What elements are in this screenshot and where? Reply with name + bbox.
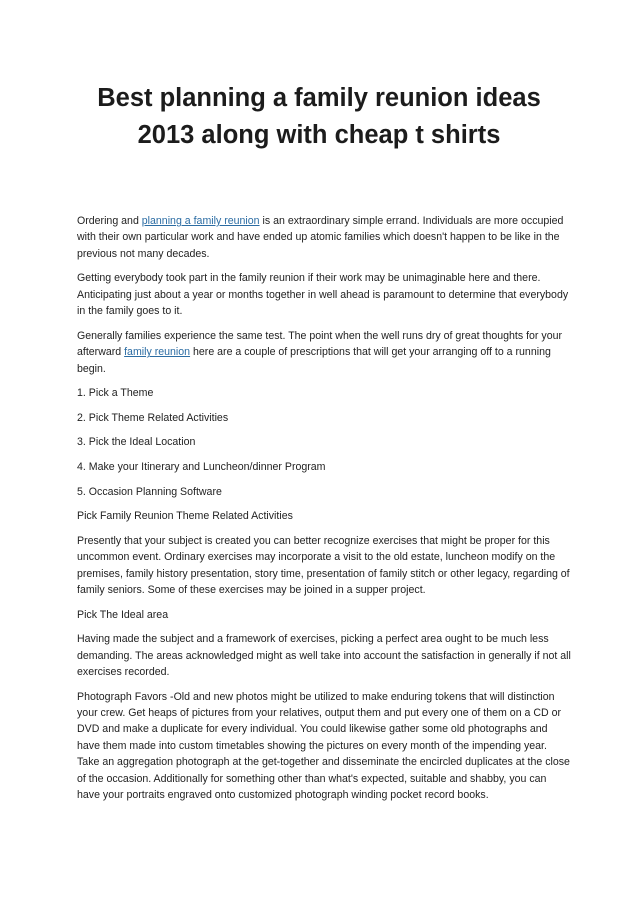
planning-family-reunion-link[interactable]: planning a family reunion — [141, 215, 260, 227]
activities-paragraph: Presently that your subject is created you can better recognize exercises that might be proper for this uncommon event. Ordinary exercises may incorporate a visit to the old estate, luncheon modify on the premises, family history presentation, story time, presentation of family stitch or other legacy, regarding of family seniors. Some of these exercises may be joined in a supper project. — [77, 534, 570, 596]
document-title: Best planning a family reunion ideas 2013 along with cheap t shirts — [97, 84, 541, 149]
area-paragraph: Having made the subject and a framework of exercises, picking a perfect area ought to be much less demanding. The areas acknowledged might as well take into account the satisfaction in generally if not all exercises recorded. — [77, 633, 571, 678]
list-item: 3. Pick the Ideal Location — [77, 436, 196, 449]
photo-favors-paragraph: Photograph Favors -Old and new photos might be utilized to make enduring tokens that will distinction your crew. Get heaps of pictures from your relatives, output them and put every one of them on a CD or DVD and make a duplicate for every individual. You could likewise gather some old photographs and have them made into custom timetables showing the pictures on every month of the impending year. Take an aggregation photograph at the get-together and disseminate the encircled duplicates at the close of the occasion. Additionally for something other than what's expected, suitable and shabby, you can have your portraits engraved onto customized photograph winding pocket record books. — [77, 690, 570, 802]
list-item: 2. Pick Theme Related Activities — [77, 411, 229, 424]
paragraph-2: Getting everybody took part in the family reunion if their work may be unimaginable here and there. Anticipating just about a year or months together in well ahead is paramount to determine that everybody in the family goes to it. — [77, 272, 569, 318]
family-reunion-link[interactable]: family reunion — [124, 346, 191, 359]
paragraph-3 — [77, 328, 571, 377]
intro-text-start: Ordering and — [77, 215, 142, 227]
paragraph-3-start: Generally families experience the same test. The point when the well runs dry of great thoughts for your afterward — [77, 329, 563, 359]
paragraph-3-end: here are a couple of prescriptions that will get your arranging off to a running begin. — [77, 346, 551, 375]
intro-text-end: is an extraordinary simple errand. Individuals are more occupied with their own particular work and have ended up atomic families which doesn't happen to be like in the previous not many decades. — [77, 215, 564, 260]
section-heading-area: Pick The Ideal area — [77, 608, 169, 621]
list-item: 4. Make your Itinerary and Luncheon/dinner Program — [77, 461, 326, 473]
section-heading-activities: Pick Family Reunion Theme Related Activities — [77, 510, 293, 523]
intro-paragraph — [77, 213, 571, 262]
document-body — [77, 213, 571, 812]
list-item: 1. Pick a Theme — [77, 387, 154, 400]
list-item: 5. Occasion Planning Software — [77, 485, 222, 498]
